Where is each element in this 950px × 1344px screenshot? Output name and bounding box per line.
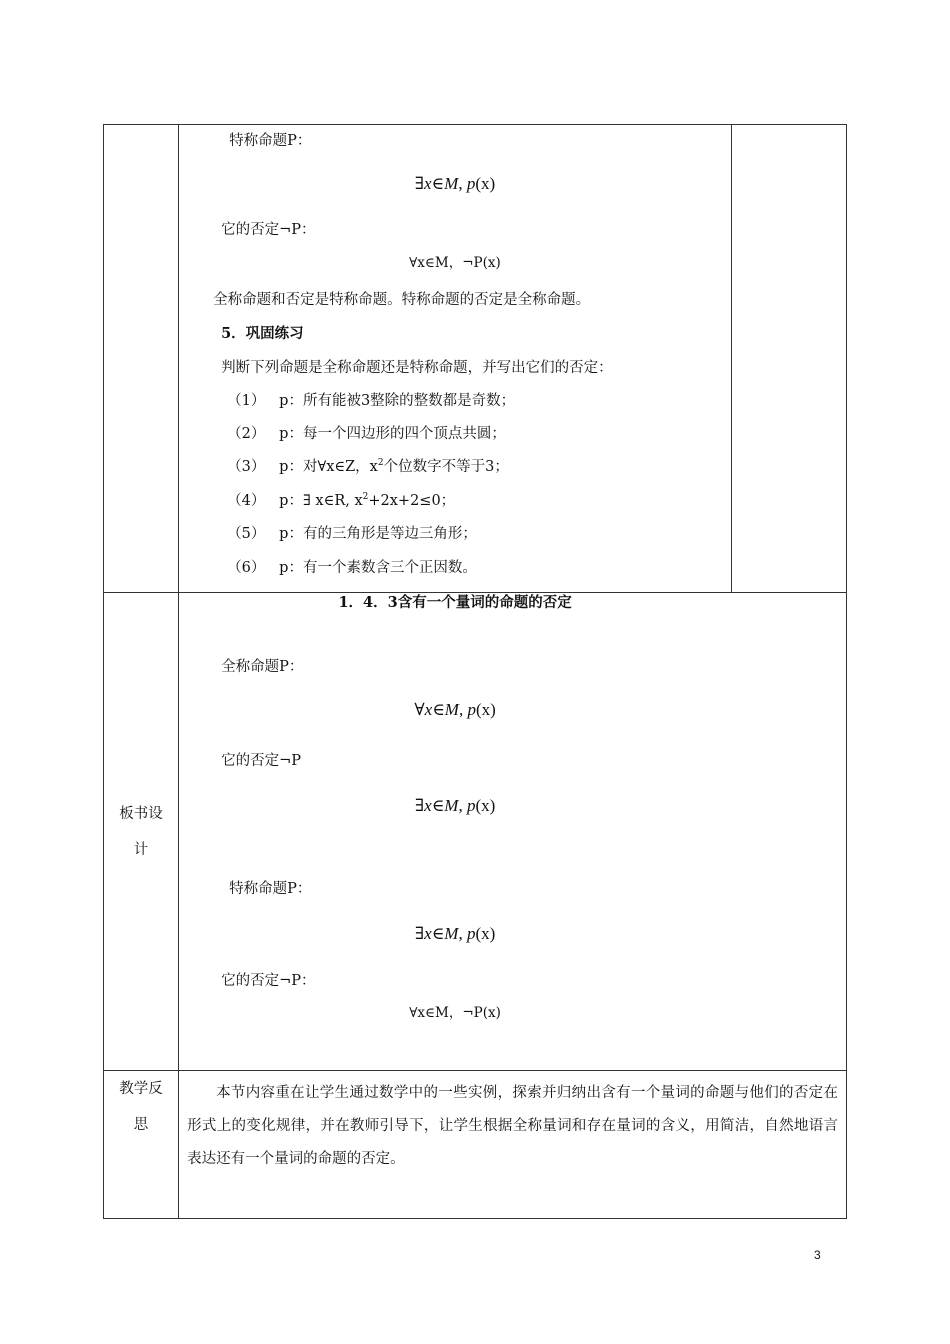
row-reflection [104,1071,847,1219]
board-design-area [179,593,731,1071]
negation1-label: 它的否定¬P [221,753,301,769]
existential2-label: 特称命题P： [229,881,312,897]
reflection-text: 本节内容重在让学生通过数学中的一些实例，探索并归纳出含有一个量词的命题与他们的否定在形式上的变化规律，并在教师引导下，让学生根据全称量词和存在量词的含义，用简洁，自然地语言表达还有一个量词的命题的否定。 [187,1085,838,1167]
practice-item: （2） p：每一个四边形的四个顶点共圆； [227,426,506,442]
board-design-content-cell [179,593,847,1071]
row-practice [104,125,847,593]
negation-formula: ∀x∈M，¬P(x) [409,255,501,271]
summary-text: 全称命题和否定是特称命题。特称命题的否定是全称命题。 [213,292,591,308]
lesson-table [103,124,847,1219]
practice-item: （1） p：所有能被3整除的整数都是奇数； [227,393,516,409]
row-board-design [104,593,847,1071]
negation-label: 它的否定¬P： [221,222,316,238]
board-heading: 1．4．3含有一个量词的命题的否定 [338,594,572,611]
row1-label-cell [104,125,179,593]
existential2-formula: ∃x∈M, p(x) [414,924,496,943]
reflection-content-cell [179,1071,847,1219]
board-design-label: 板书设 计 [119,805,163,858]
board-design-label-cell [104,593,179,1071]
reflection-label-cell [104,1071,179,1219]
negation2-label: 它的否定¬P： [221,973,316,989]
universal-formula: ∀x∈M, p(x) [414,700,496,719]
reflection-label: 教学反 思 [119,1081,163,1133]
negation2-formula: ∀x∈M，¬P(x) [409,1005,501,1021]
practice-item: （4） p：∃ x∈R, $x^2+2x+2\le 0$； [227,492,456,509]
practice-item: （5） p：有的三角形是等边三角形； [227,526,477,542]
page-number: 3 [814,1248,821,1262]
negation1-formula: ∃x∈M, p(x) [414,796,496,815]
universal-label: 全称命题P： [221,659,304,675]
existential-label: 特称命题P： [229,133,312,149]
practice-item: （3） p：对∀x∈Z，$x^2$个位数字不等于3； [227,458,509,475]
practice-intro: 判断下列命题是全称命题还是特称命题，并写出它们的否定： [221,360,613,376]
practice-title: 5．巩固练习 [221,325,304,342]
existential-formula: ∃x∈M, p(x) [414,174,496,193]
practice-item: （6） p：有一个素数含三个正因数。 [227,560,477,576]
row1-note-cell [731,125,846,593]
row1-content-cell [179,125,732,593]
